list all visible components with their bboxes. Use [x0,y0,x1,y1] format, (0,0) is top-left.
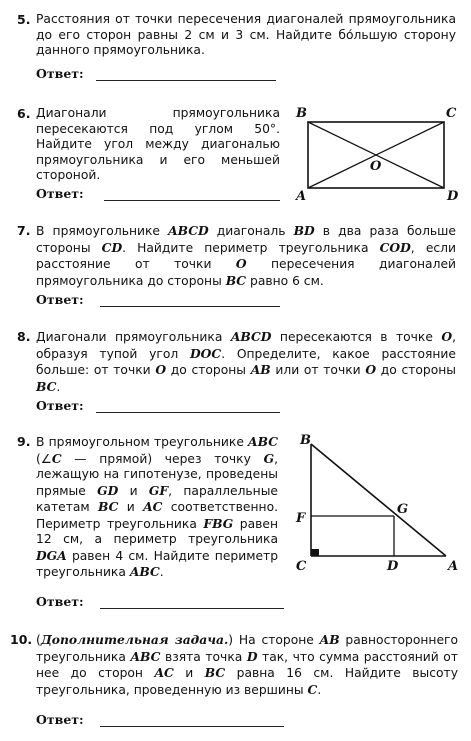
label-b: B [300,433,311,448]
hypotenuse-ab [311,444,446,556]
answer-label: Ответ: [36,398,84,413]
label-a: A [448,559,459,574]
figure-triangle-abc [290,432,465,577]
task-number: 9. [17,434,31,449]
answer-field[interactable] [100,726,284,727]
task-text: Диагонали прямоугольника ABCD пересекаются в точке O, образуя тупой угол DOC. Определите, какое расстояние больше: от точки O до стороны AB или от точки O до стороны BC. [36,329,456,394]
answer-label: Ответ: [36,594,84,609]
answer-label: Ответ: [36,66,84,81]
label-o: O [370,159,382,174]
answer-label: Ответ: [36,712,84,727]
answer-field[interactable] [100,306,280,307]
right-angle-mark [311,549,319,556]
task-number: 5. [17,12,31,27]
task-number: 7. [17,223,31,238]
answer-field[interactable] [96,80,276,81]
figure-rectangle-abcd [290,102,465,204]
label-b: B [296,106,307,121]
answer-field[interactable] [100,608,284,609]
task-text: В прямоугольном треугольнике ABC (∠C — прямой) через точку G, лежащую на гипотенузе, проведены прямые GD и GF, параллельные катетам BC и AC соответственно. Периметр треугольника FBG равен 12 см, а периметр треугольника DGA равен 4 см. Найдите периметр треугольника ABC. [36,434,278,579]
label-a: A [296,189,307,204]
task-number: 10. [10,632,33,647]
label-c: C [296,559,307,574]
task-number: 8. [17,329,31,344]
label-c: C [446,106,457,121]
label-g: G [397,502,409,517]
answer-label: Ответ: [36,292,84,307]
task-text: (Дополнительная задача.) На стороне AB равностороннего треугольника ABC взята точка D так, что сумма расстояний от нее до сторон AC и BC равна 16 см. Найдите высоту треугольника, проведенную из вершины C. [36,632,458,697]
answer-field[interactable] [104,200,280,201]
task-number: 6. [17,106,31,121]
label-d: D [447,189,459,204]
task-text: Расстояния от точки пересечения диагоналей прямоугольника до его сторон равны 2 см и 3 см. Найдите бо́льшую сторону данного прямоугольника. [36,12,456,57]
label-f: F [296,511,306,526]
label-d: D [387,559,399,574]
task-text: Диагонали прямоугольника пересекаются под углом 50°. Найдите угол между диагональю прямоугольника и его меньшей стороной. [36,106,280,182]
answer-field[interactable] [96,412,280,413]
task-text: В прямоугольнике ABCD диагональ BD в два раза больше стороны CD. Найдите периметр треугольника COD, если расстояние от точки O пересечения диагоналей прямоугольника до стороны BC равно 6 см. [36,223,457,288]
answer-label: Ответ: [36,186,84,201]
